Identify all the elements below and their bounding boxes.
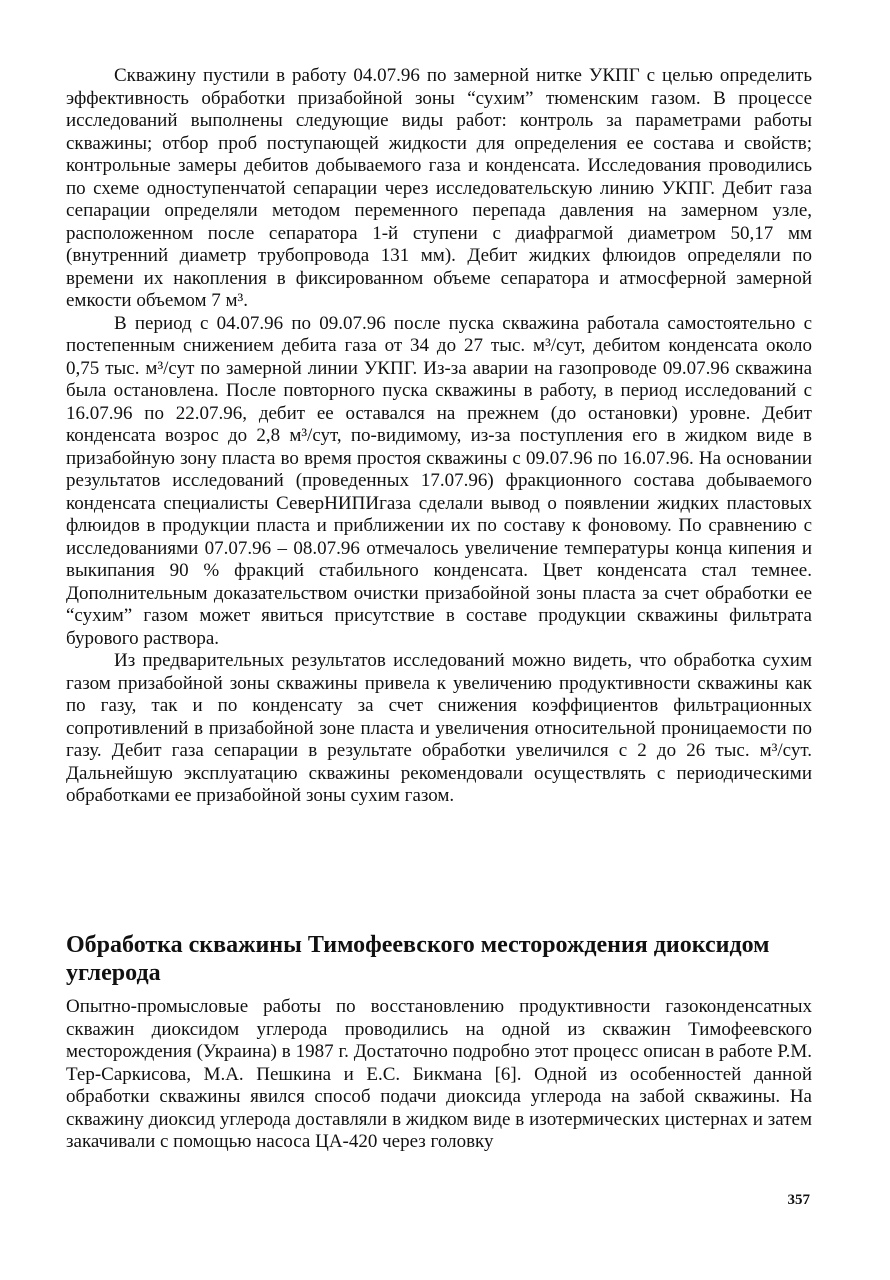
body-text-upper [66, 65, 812, 808]
section-heading: Обработка скважины Тимофеевского месторождения диоксидом углерода [66, 932, 770, 986]
paragraph-co2-treatment: Опытно-промысловые работы по восстановлению продуктивности газоконденсатных скважин диоксидом углерода проводились на одной из скважин Тимофеевского месторождения (Украина) в 1987 г. Достаточно подробно этот процесс описан в работе Р.М. Тер-Саркисова, М.А. Пешкина и Е.С. Бикмана [6]. Одной из особенностей данной обработки скважины явился способ подачи диоксида углерода на забой скважины. На скважину диоксид углерода доставляли в жидком виде в изотермических цистернах и затем закачивали с помощью насоса ЦА-420 через головку [66, 996, 812, 1152]
body-text-lower [66, 996, 812, 1154]
paragraph-conclusions: Из предварительных результатов исследований можно видеть, что обработка сухим газом призабойной зоны скважины привела к увеличению продуктивности скважины как по газу, так и по конденсату за счет снижения коэффициентов фильтрационных сопротивлений в призабойной зоне пласта и увеличения относительной проницаемости по газу. Дебит газа сепарации в результате обработки увеличился с 2 до 26 тыс. м³/сут. Дальнейшую эксплуатацию скважины рекомендовали осуществлять с периодическими обработками ее призабойной зоны сухим газом. [66, 650, 812, 806]
paragraph-period-results: В период с 04.07.96 по 09.07.96 после пуска скважина работала самостоятельно с постепенным снижением дебита газа от 34 до 27 тыс. м³/сут, дебитом конденсата около 0,75 тыс. м³/сут по замерной линии УКПГ. Из-за аварии на газопроводе 09.07.96 скважина была остановлена. После повторного пуска скважины в работу, в период исследований с 16.07.96 по 22.07.96, дебит ее оставался на прежнем (до остановки) уровне. Дебит конденсата возрос до 2,8 м³/сут, по-видимому, из-за поступления его в жидком виде в призабойную зону пласта во время простоя скважины с 09.07.96 по 16.07.96. На основании результатов исследований (проведенных 17.07.96) фракционного состава добываемого конденсата специалисты СеверНИПИгаза сделали вывод о появлении жидких пластовых флюидов в продукции пласта и приближении их по составу к фоновому. По сравнению с исследованиями 07.07.96 – 08.07.96 отмечалось увеличение температуры конца кипения и выкипания 90 % фракций стабильного конденсата. Цвет конденсата стал темнее. Дополнительным доказательством очистки призабойной зоны пласта за счет обработки ее “сухим” газом может явиться присутствие в составе продукции скважины фильтрата бурового раствора. [66, 312, 812, 649]
page-number: 357 [787, 1192, 810, 1208]
paragraph-well-launch: Скважину пустили в работу 04.07.96 по замерной нитке УКПГ с целью определить эффективность обработки призабойной зоны “сухим” тюменским газом. В процессе исследований выполнены следующие виды работ: контроль за параметрами работы скважины; отбор проб поступающей жидкости для определения ее состава и свойств; контрольные замеры дебитов добываемого газа и конденсата. Исследования проводились по схеме одноступенчатой сепарации через исследовательскую линию УКПГ. Дебит газа сепарации определяли методом переменного перепада давления на замерном узле, расположенном после сепаратора 1-й ступени с диафрагмой диаметром 50,17 мм (внутренний диаметр трубопровода 131 мм). Дебит жидких флюидов определяли по времени их накопления в фиксированном объеме сепаратора и атмосферной замерной емкости объемом 7 м³. [66, 65, 812, 311]
